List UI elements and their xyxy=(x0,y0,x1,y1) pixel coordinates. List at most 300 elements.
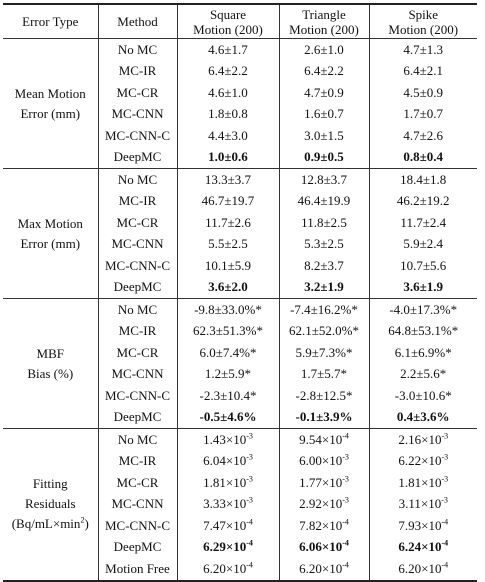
value-exponent: -4 xyxy=(441,560,449,570)
method-cell xyxy=(98,191,177,213)
value-cell xyxy=(369,61,477,83)
value-cell xyxy=(177,537,279,559)
value-mantissa: 5.3±2.5 xyxy=(304,236,344,252)
header-square-line1: Square xyxy=(209,6,247,22)
value-cell xyxy=(279,104,369,126)
value-text xyxy=(289,323,359,338)
method-name: MC-CNN xyxy=(111,106,164,122)
method-name: MC-IR xyxy=(118,323,157,339)
value-mantissa: 7.93×10 xyxy=(398,517,442,533)
value-cell xyxy=(177,212,279,234)
value-text xyxy=(304,63,344,78)
value-cell xyxy=(369,472,477,494)
value-mantissa: 6.1±6.9%* xyxy=(394,344,452,360)
value-cell xyxy=(369,147,477,169)
value-cell xyxy=(369,191,477,213)
value-text xyxy=(301,366,347,381)
row-group xyxy=(3,39,477,169)
value-mantissa: -2.3±10.4* xyxy=(199,387,257,403)
value-cell xyxy=(369,407,477,429)
value-cell xyxy=(369,429,477,451)
header-error-type: Error Type xyxy=(3,4,98,39)
method-cell xyxy=(98,385,177,407)
value-cell xyxy=(279,429,369,451)
method-name: Motion Free xyxy=(105,560,170,576)
value-text xyxy=(304,279,344,294)
value-text xyxy=(299,453,349,468)
value-cell xyxy=(369,451,477,473)
value-mantissa: 4.6±1.0 xyxy=(208,84,248,100)
value-mantissa: 2.6±1.0 xyxy=(304,41,344,57)
value-exponent: -4 xyxy=(441,517,449,527)
value-cell xyxy=(177,451,279,473)
value-cell xyxy=(279,321,369,343)
method-cell xyxy=(98,61,177,83)
value-cell xyxy=(369,342,477,364)
value-mantissa: 6.29×10 xyxy=(203,539,247,555)
value-mantissa: 9.54×10 xyxy=(299,431,343,447)
value-text xyxy=(299,432,349,447)
table-row xyxy=(3,169,477,191)
value-text xyxy=(398,539,448,554)
value-mantissa: 4.7±2.6 xyxy=(403,127,444,143)
value-mantissa: 1.81×10 xyxy=(203,474,247,490)
method-name: DeepMC xyxy=(113,279,162,295)
value-cell xyxy=(177,299,279,321)
value-mantissa: 6.00×10 xyxy=(299,453,343,469)
value-cell xyxy=(177,429,279,451)
value-text xyxy=(395,388,452,403)
value-text xyxy=(403,149,443,164)
header-spike-line1: Spike xyxy=(408,6,439,22)
value-text xyxy=(203,453,253,468)
unit-close-paren: ) xyxy=(84,516,89,532)
value-cell xyxy=(279,364,369,386)
value-text xyxy=(208,42,248,57)
value-text xyxy=(299,518,349,533)
value-text xyxy=(398,432,448,447)
value-cell xyxy=(177,255,279,277)
error-type-label xyxy=(3,299,98,429)
value-mantissa: 12.8±3.7 xyxy=(300,171,348,187)
method-cell xyxy=(98,234,177,256)
value-cell xyxy=(369,212,477,234)
value-mantissa: 1.6±0.7 xyxy=(304,106,344,122)
value-mantissa: 1.8±0.8 xyxy=(208,106,248,122)
value-cell xyxy=(279,191,369,213)
value-mantissa: 3.33×10 xyxy=(203,496,247,512)
value-exponent: -4 xyxy=(342,538,349,548)
value-text xyxy=(400,172,446,187)
method-cell xyxy=(98,429,177,451)
value-cell xyxy=(279,558,369,581)
value-cell xyxy=(279,342,369,364)
header-triangle-line2: Motion (200) xyxy=(289,21,359,37)
value-text xyxy=(200,409,257,424)
value-mantissa: -0.1±3.9% xyxy=(295,409,353,425)
value-mantissa: 1.2±5.9* xyxy=(204,366,252,382)
value-text xyxy=(397,409,450,424)
value-text xyxy=(194,302,262,317)
error-type-line: Error (mm) xyxy=(20,235,81,251)
method-cell xyxy=(98,39,177,61)
value-mantissa: 4.7±0.9 xyxy=(304,84,344,100)
value-mantissa: 5.9±2.4 xyxy=(403,236,444,252)
method-cell xyxy=(98,212,177,234)
value-mantissa: 0.9±0.5 xyxy=(304,149,344,165)
value-text xyxy=(203,561,253,576)
value-cell xyxy=(279,147,369,169)
value-text xyxy=(304,258,344,273)
value-mantissa: -7.4±16.2%* xyxy=(290,301,358,317)
value-mantissa: 4.5±0.9 xyxy=(403,84,444,100)
value-exponent: -3 xyxy=(441,495,448,505)
value-mantissa: 4.7±1.3 xyxy=(403,41,444,57)
value-text xyxy=(193,323,263,338)
error-type-line: (Bq/mL×min xyxy=(11,516,81,532)
method-name: MC-CNN-C xyxy=(104,387,170,403)
value-cell xyxy=(279,212,369,234)
method-name: MC-IR xyxy=(118,453,157,469)
method-cell xyxy=(98,451,177,473)
value-exponent: -4 xyxy=(342,517,349,527)
table-row xyxy=(3,39,477,61)
value-text xyxy=(203,475,253,490)
value-exponent: -3 xyxy=(441,431,449,441)
method-cell xyxy=(98,342,177,364)
value-text xyxy=(398,453,448,468)
method-name: MC-IR xyxy=(118,193,157,209)
value-exponent: -3 xyxy=(246,474,253,484)
value-exponent: -4 xyxy=(441,538,449,548)
error-type-line: MBF xyxy=(36,345,64,361)
row-group xyxy=(3,429,477,581)
value-cell xyxy=(279,234,369,256)
value-mantissa: 6.20×10 xyxy=(203,560,247,576)
value-cell xyxy=(279,494,369,516)
value-exponent: -3 xyxy=(246,431,253,441)
value-text xyxy=(388,323,458,338)
value-text xyxy=(200,388,257,403)
value-exponent: -4 xyxy=(342,560,349,570)
value-cell xyxy=(369,125,477,147)
value-cell xyxy=(177,385,279,407)
value-mantissa: 6.22×10 xyxy=(398,453,442,469)
method-cell xyxy=(98,558,177,581)
value-text xyxy=(208,85,248,100)
value-text xyxy=(299,561,349,576)
value-cell xyxy=(177,364,279,386)
method-name: No MC xyxy=(117,431,158,447)
value-cell xyxy=(177,558,279,581)
method-name: MC-CR xyxy=(116,84,159,100)
method-name: MC-CNN-C xyxy=(104,517,170,533)
value-cell xyxy=(177,277,279,299)
value-cell xyxy=(177,342,279,364)
value-cell xyxy=(177,147,279,169)
method-cell xyxy=(98,299,177,321)
value-mantissa: 62.3±51.3%* xyxy=(193,323,263,339)
value-text xyxy=(400,215,446,230)
value-text xyxy=(205,215,251,230)
unit-exponent: 2 xyxy=(80,515,85,525)
method-name: MC-CNN xyxy=(111,236,164,252)
value-cell xyxy=(279,515,369,537)
value-cell xyxy=(279,82,369,104)
value-cell xyxy=(279,407,369,429)
value-mantissa: 3.11×10 xyxy=(398,496,442,512)
value-text xyxy=(290,302,358,317)
value-cell xyxy=(369,82,477,104)
value-cell xyxy=(177,515,279,537)
value-cell xyxy=(369,558,477,581)
value-cell xyxy=(177,321,279,343)
error-type-line: Error (mm) xyxy=(20,105,81,121)
value-text xyxy=(304,236,344,251)
value-text xyxy=(296,345,353,360)
method-cell xyxy=(98,537,177,559)
value-text xyxy=(398,561,448,576)
value-text xyxy=(299,496,349,511)
error-type-label xyxy=(3,169,98,299)
value-text xyxy=(299,539,349,554)
value-mantissa: 6.20×10 xyxy=(299,560,343,576)
value-mantissa: 4.6±1.7 xyxy=(208,41,248,57)
value-text xyxy=(403,63,443,78)
value-exponent: -4 xyxy=(342,431,349,441)
value-text xyxy=(208,236,248,251)
value-text xyxy=(202,193,255,208)
value-text xyxy=(398,475,448,490)
header-square-line2: Motion (200) xyxy=(193,21,263,37)
value-exponent: -4 xyxy=(246,538,253,548)
value-mantissa: 8.2±3.7 xyxy=(304,257,344,273)
row-group xyxy=(3,299,477,429)
value-cell xyxy=(279,255,369,277)
method-name: MC-CNN-C xyxy=(104,257,170,273)
error-type-line: Residuals xyxy=(24,496,76,512)
value-cell xyxy=(369,364,477,386)
value-text xyxy=(403,236,443,251)
value-mantissa: 0.8±0.4 xyxy=(403,149,444,165)
value-cell xyxy=(369,277,477,299)
header-triangle-line1: Triangle xyxy=(302,6,346,22)
value-text xyxy=(397,193,450,208)
value-mantissa: 1.43×10 xyxy=(203,431,247,447)
value-text xyxy=(299,475,349,490)
method-cell xyxy=(98,169,177,191)
value-cell xyxy=(279,125,369,147)
value-mantissa: 1.7±0.7 xyxy=(403,106,444,122)
value-text xyxy=(296,409,353,424)
value-cell xyxy=(279,472,369,494)
value-mantissa: 6.04×10 xyxy=(203,453,247,469)
value-exponent: -3 xyxy=(342,474,349,484)
value-mantissa: 1.7±5.7* xyxy=(300,366,348,382)
value-text xyxy=(203,432,253,447)
method-name: MC-CR xyxy=(116,474,159,490)
value-mantissa: 3.6±1.9 xyxy=(403,279,444,295)
value-cell xyxy=(177,125,279,147)
value-mantissa: 18.4±1.8 xyxy=(400,171,447,187)
error-type-line: Max Motion xyxy=(17,215,83,231)
value-text xyxy=(304,128,344,143)
value-exponent: -3 xyxy=(342,495,349,505)
value-cell xyxy=(177,169,279,191)
header-method: Method xyxy=(98,4,177,39)
method-cell xyxy=(98,364,177,386)
value-text xyxy=(403,279,443,294)
table-header xyxy=(3,4,477,39)
error-type-line: Mean Motion xyxy=(14,85,86,101)
value-text xyxy=(205,172,251,187)
value-cell xyxy=(279,169,369,191)
value-mantissa: -9.8±33.0%* xyxy=(194,301,262,317)
value-cell xyxy=(177,191,279,213)
value-text xyxy=(398,518,448,533)
value-mantissa: -4.0±17.3%* xyxy=(389,301,458,317)
error-type-label xyxy=(3,429,98,581)
method-cell xyxy=(98,321,177,343)
error-type-label xyxy=(3,39,98,169)
value-mantissa: 0.4±3.6% xyxy=(396,409,450,425)
value-mantissa: 7.82×10 xyxy=(299,517,343,533)
value-cell xyxy=(177,82,279,104)
value-text xyxy=(403,128,443,143)
value-cell xyxy=(279,385,369,407)
value-text xyxy=(304,149,344,164)
method-name: MC-CNN xyxy=(111,496,164,512)
value-text xyxy=(205,258,251,273)
value-mantissa: 6.4±2.2 xyxy=(208,63,248,79)
method-name: MC-CNN-C xyxy=(104,127,170,143)
value-cell xyxy=(279,537,369,559)
value-exponent: -3 xyxy=(441,474,449,484)
value-cell xyxy=(369,385,477,407)
value-mantissa: 10.1±5.9 xyxy=(204,257,252,273)
value-text xyxy=(203,539,253,554)
value-text xyxy=(208,106,248,121)
value-exponent: -4 xyxy=(246,560,253,570)
value-text xyxy=(399,496,448,511)
value-mantissa: -2.8±12.5* xyxy=(295,387,353,403)
value-mantissa: 11.8±2.5 xyxy=(301,214,347,230)
value-cell xyxy=(369,104,477,126)
value-mantissa: 5.5±2.5 xyxy=(208,236,248,252)
value-mantissa: 3.2±1.9 xyxy=(304,279,344,295)
value-text xyxy=(395,345,452,360)
method-name: MC-CNN xyxy=(111,366,164,382)
value-exponent: -3 xyxy=(246,452,253,462)
value-cell xyxy=(177,407,279,429)
value-mantissa: 3.6±2.0 xyxy=(208,279,248,295)
value-mantissa: 11.7±2.4 xyxy=(400,214,447,230)
value-cell xyxy=(369,515,477,537)
method-cell xyxy=(98,407,177,429)
value-exponent: -3 xyxy=(342,452,349,462)
value-mantissa: -3.0±10.6* xyxy=(394,387,452,403)
value-exponent: -4 xyxy=(246,517,253,527)
value-mantissa: 13.3±3.7 xyxy=(204,171,252,187)
method-name: No MC xyxy=(117,171,158,187)
value-text xyxy=(304,42,344,57)
value-text xyxy=(403,106,443,121)
value-mantissa: 7.47×10 xyxy=(203,517,247,533)
value-mantissa: 62.1±52.0%* xyxy=(289,323,359,339)
value-mantissa: 1.0±0.6 xyxy=(208,149,248,165)
value-cell xyxy=(177,234,279,256)
value-exponent: -3 xyxy=(246,495,253,505)
value-mantissa: 2.2±5.6* xyxy=(400,366,447,382)
header-square-motion xyxy=(177,4,279,39)
value-mantissa: 5.9±7.3%* xyxy=(295,344,353,360)
value-cell xyxy=(279,277,369,299)
value-cell xyxy=(177,494,279,516)
method-name: MC-IR xyxy=(118,63,157,79)
value-cell xyxy=(369,494,477,516)
value-text xyxy=(208,63,248,78)
value-mantissa: 6.06×10 xyxy=(299,539,343,555)
value-mantissa: 1.81×10 xyxy=(398,474,442,490)
value-mantissa: 6.4±2.1 xyxy=(403,63,444,79)
value-text xyxy=(400,366,446,381)
value-cell xyxy=(369,255,477,277)
method-name: No MC xyxy=(117,41,158,57)
method-cell xyxy=(98,472,177,494)
results-table xyxy=(3,3,477,582)
error-type-line: Bias (%) xyxy=(27,365,74,381)
row-group xyxy=(3,169,477,299)
table-row xyxy=(3,429,477,451)
value-mantissa: 10.7±5.6 xyxy=(400,257,447,273)
method-cell xyxy=(98,494,177,516)
value-text xyxy=(203,496,253,511)
method-cell xyxy=(98,277,177,299)
method-name: No MC xyxy=(117,301,158,317)
value-text xyxy=(403,42,443,57)
value-text xyxy=(200,345,257,360)
value-cell xyxy=(369,39,477,61)
method-cell xyxy=(98,515,177,537)
value-mantissa: 6.24×10 xyxy=(398,539,442,555)
value-text xyxy=(298,193,351,208)
method-name: DeepMC xyxy=(113,149,162,165)
header-spike-line2: Motion (200) xyxy=(388,21,459,37)
value-text xyxy=(304,85,344,100)
method-cell xyxy=(98,125,177,147)
value-text xyxy=(403,85,443,100)
value-text xyxy=(296,388,353,403)
error-type-line: Fitting xyxy=(32,476,68,492)
value-cell xyxy=(279,61,369,83)
value-cell xyxy=(369,299,477,321)
value-text xyxy=(208,149,248,164)
value-mantissa: 1.77×10 xyxy=(299,474,343,490)
value-mantissa: 11.7±2.6 xyxy=(205,214,251,230)
value-cell xyxy=(369,169,477,191)
method-cell xyxy=(98,255,177,277)
method-cell xyxy=(98,147,177,169)
value-cell xyxy=(177,472,279,494)
value-text xyxy=(301,172,347,187)
value-text xyxy=(304,106,344,121)
value-cell xyxy=(369,321,477,343)
value-exponent: -3 xyxy=(441,452,449,462)
method-name: MC-CR xyxy=(116,344,159,360)
value-text xyxy=(400,258,446,273)
value-text xyxy=(389,302,457,317)
value-mantissa: 3.0±1.5 xyxy=(304,127,344,143)
